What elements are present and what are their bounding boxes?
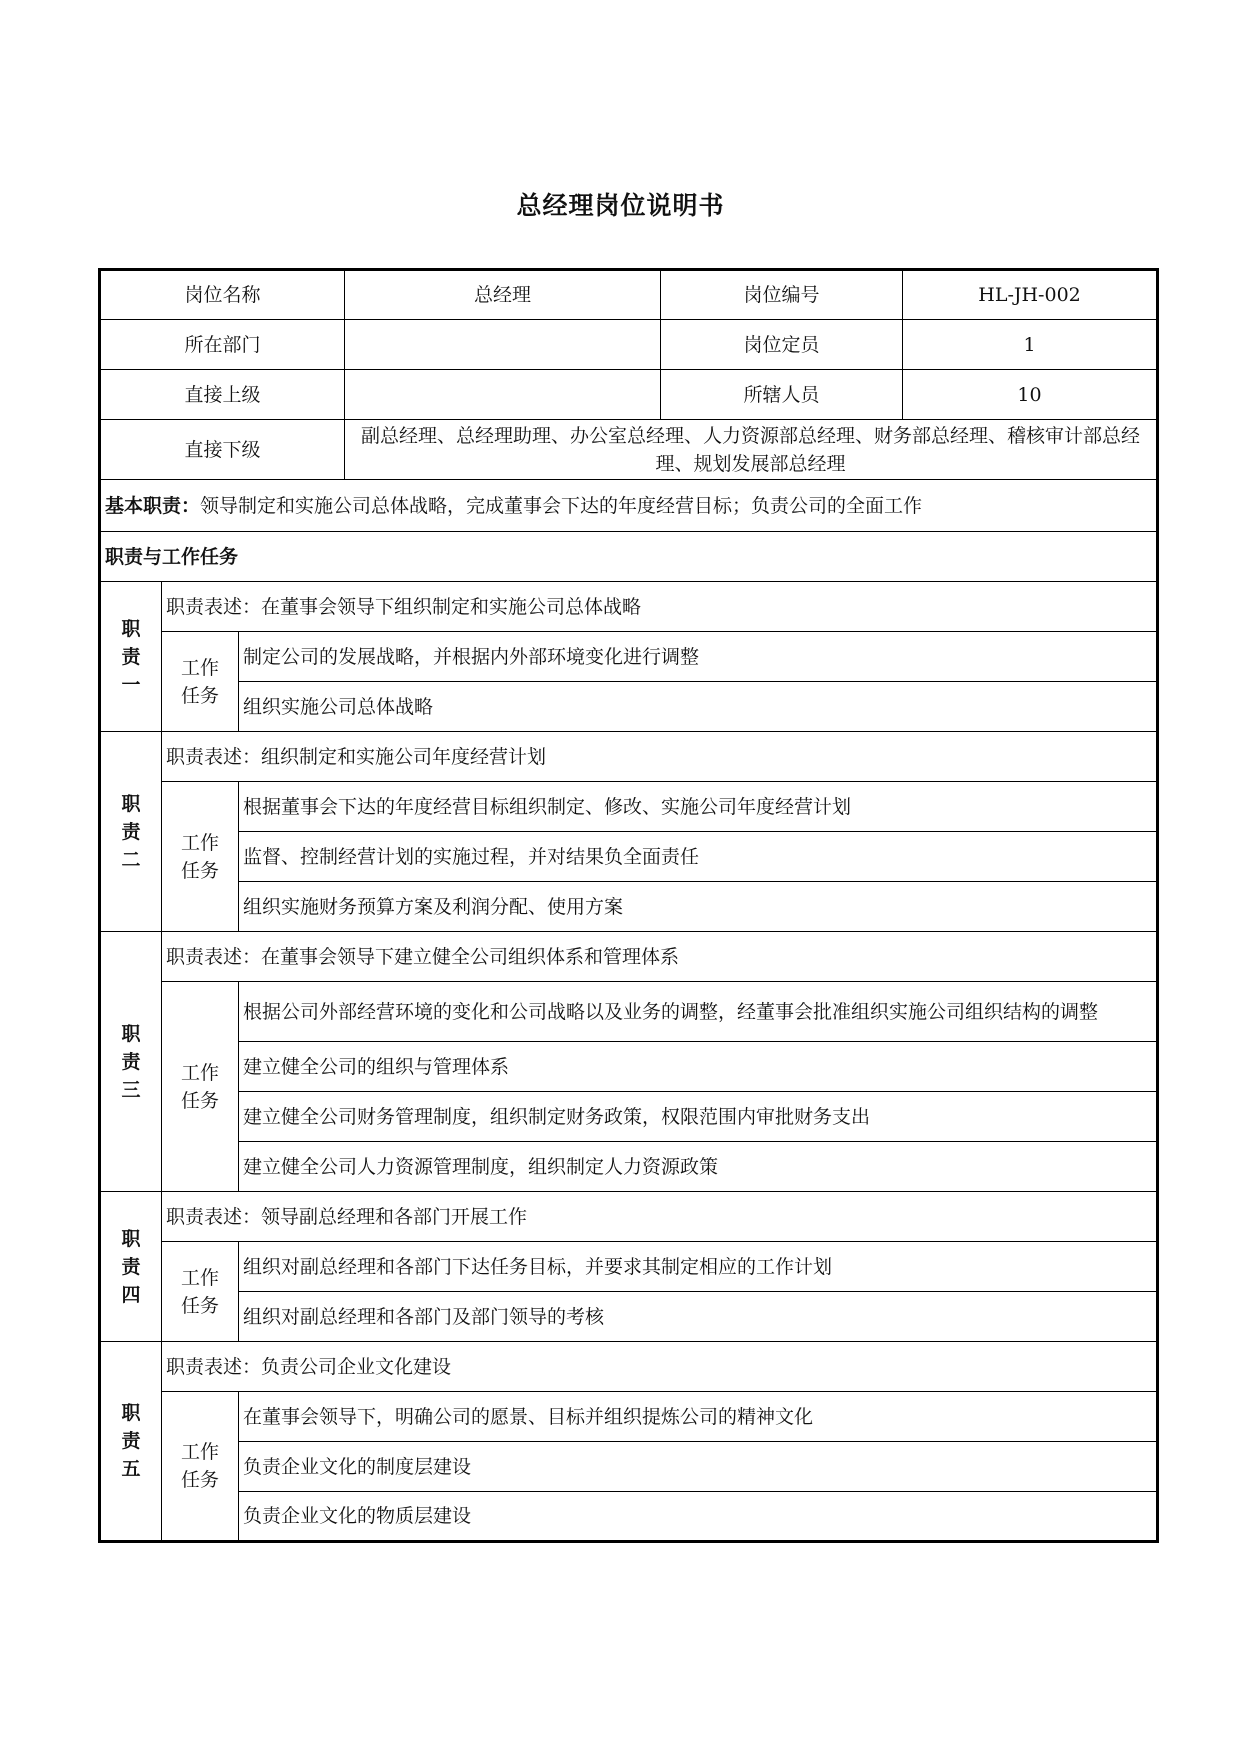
duty-5-task-2: 负责企业文化的制度层建设 <box>239 1442 1158 1492</box>
basic-duty-label: 基本职责： <box>105 494 201 517</box>
section-heading-row <box>100 532 1158 582</box>
duty-1-task-label: 工作 任务 <box>162 632 239 732</box>
duty-5-task-label: 工作 任务 <box>162 1392 239 1542</box>
duty-2-label: 职 责 二 <box>100 732 162 932</box>
duty-3-statement: 职责表述：在董事会领导下建立健全公司组织体系和管理体系 <box>162 932 1158 982</box>
duty-1-task-row <box>100 682 1158 732</box>
superior-value <box>345 370 661 420</box>
basic-duty-row <box>100 480 1158 532</box>
duty-2-task-2: 监督、控制经营计划的实施过程，并对结果负全面责任 <box>239 832 1158 882</box>
duty-5-statement: 职责表述：负责公司企业文化建设 <box>162 1342 1158 1392</box>
duty-5-task-row <box>100 1392 1158 1442</box>
duty-1-task-row <box>100 632 1158 682</box>
duty-1-label: 职 责 一 <box>100 582 162 732</box>
duty-4-label: 职 责 四 <box>100 1192 162 1342</box>
page-title: 总经理岗位说明书 <box>516 191 725 220</box>
duty-4-task-1: 组织对副总经理和各部门下达任务目标，并要求其制定相应的工作计划 <box>239 1242 1158 1292</box>
duty-2-task-3: 组织实施财务预算方案及利润分配、使用方案 <box>239 882 1158 932</box>
info-row-subordinate <box>100 420 1158 480</box>
duty-4-statement-row <box>100 1192 1158 1242</box>
duty-3-task-row <box>100 1042 1158 1092</box>
section-heading: 职责与工作任务 <box>100 532 1158 582</box>
basic-duty-text: 领导制定和实施公司总体战略，完成董事会下达的年度经营目标；负责公司的全面工作 <box>200 494 923 517</box>
duty-1-statement-row <box>100 582 1158 632</box>
duty-5-task-3: 负责企业文化的物质层建设 <box>239 1492 1158 1542</box>
post-code-value: HL-JH-002 <box>903 270 1158 320</box>
duty-2-task-row <box>100 882 1158 932</box>
duty-4-task-row <box>100 1292 1158 1342</box>
job-description-table <box>98 268 1159 1543</box>
staff-value: 10 <box>903 370 1158 420</box>
duty-3-task-2: 建立健全公司的组织与管理体系 <box>239 1042 1158 1092</box>
dept-label: 所在部门 <box>100 320 345 370</box>
duty-3-task-row <box>100 1092 1158 1142</box>
info-row-post <box>100 270 1158 320</box>
dept-value <box>345 320 661 370</box>
info-row-dept <box>100 320 1158 370</box>
superior-label: 直接上级 <box>100 370 345 420</box>
duty-5-label: 职 责 五 <box>100 1342 162 1542</box>
duty-4-statement: 职责表述：领导副总经理和各部门开展工作 <box>162 1192 1158 1242</box>
duty-2-task-label: 工作 任务 <box>162 782 239 932</box>
duty-3-label: 职 责 三 <box>100 932 162 1192</box>
duty-5-task-row <box>100 1442 1158 1492</box>
duty-3-task-1: 根据公司外部经营环境的变化和公司战略以及业务的调整，经董事会批准组织实施公司组织结构的调整 <box>239 982 1158 1042</box>
duty-3-statement-row <box>100 932 1158 982</box>
staff-label: 所辖人员 <box>661 370 903 420</box>
duty-1-statement: 职责表述：在董事会领导下组织制定和实施公司总体战略 <box>162 582 1158 632</box>
post-code-label: 岗位编号 <box>661 270 903 320</box>
duty-2-statement-row <box>100 732 1158 782</box>
headcount-value: 1 <box>903 320 1158 370</box>
info-row-superior <box>100 370 1158 420</box>
duty-2-statement: 职责表述：组织制定和实施公司年度经营计划 <box>162 732 1158 782</box>
subordinate-label: 直接下级 <box>100 420 345 480</box>
post-name-value: 总经理 <box>345 270 661 320</box>
duty-3-task-4: 建立健全公司人力资源管理制度，组织制定人力资源政策 <box>239 1142 1158 1192</box>
duty-4-task-label: 工作 任务 <box>162 1242 239 1342</box>
duty-2-task-row <box>100 832 1158 882</box>
duty-3-task-row <box>100 982 1158 1042</box>
duty-1-task-1: 制定公司的发展战略，并根据内外部环境变化进行调整 <box>239 632 1158 682</box>
duty-3-task-3: 建立健全公司财务管理制度，组织制定财务政策，权限范围内审批财务支出 <box>239 1092 1158 1142</box>
duty-5-task-row <box>100 1492 1158 1542</box>
duty-1-task-2: 组织实施公司总体战略 <box>239 682 1158 732</box>
post-name-label: 岗位名称 <box>100 270 345 320</box>
duty-5-task-1: 在董事会领导下，明确公司的愿景、目标并组织提炼公司的精神文化 <box>239 1392 1158 1442</box>
duty-3-task-row <box>100 1142 1158 1192</box>
duty-4-task-2: 组织对副总经理和各部门及部门领导的考核 <box>239 1292 1158 1342</box>
headcount-label: 岗位定员 <box>661 320 903 370</box>
basic-duty-cell <box>100 480 1158 532</box>
duty-2-task-row <box>100 782 1158 832</box>
duty-2-task-1: 根据董事会下达的年度经营目标组织制定、修改、实施公司年度经营计划 <box>239 782 1158 832</box>
duty-4-task-row <box>100 1242 1158 1292</box>
duty-3-task-label: 工作 任务 <box>162 982 239 1192</box>
duty-5-statement-row <box>100 1342 1158 1392</box>
subordinate-value: 副总经理、总经理助理、办公室总经理、人力资源部总经理、财务部总经理、稽核审计部总经理、规划发展部总经理 <box>345 420 1158 480</box>
